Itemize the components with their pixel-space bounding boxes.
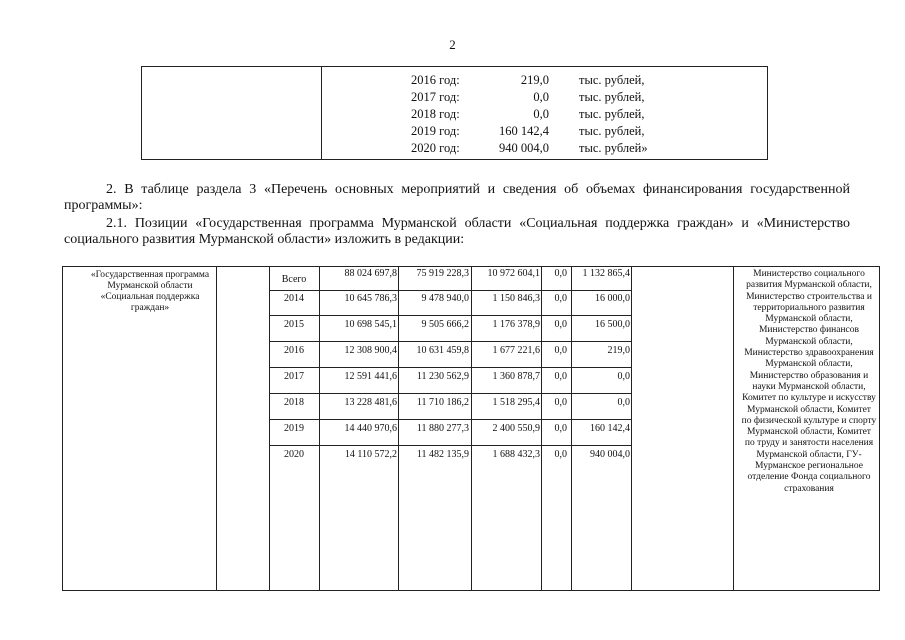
extra-budget-cell: 0,0	[617, 371, 630, 382]
regional-budget-cell: 75 919 228,3	[416, 268, 469, 279]
funding-amount: 219,0	[520, 73, 549, 87]
funding-unit: тыс. рублей,	[579, 107, 645, 121]
extra-budget-cell: 0,0	[617, 397, 630, 408]
table-row-divider	[269, 445, 631, 446]
municipal-budget-cell: 0,0	[554, 397, 567, 408]
funding-continuation-table	[141, 66, 768, 160]
funding-unit: тыс. рублей»	[579, 141, 648, 155]
municipal-budget-cell: 0,0	[554, 345, 567, 356]
funding-row	[142, 140, 767, 157]
extra-budget-cell: 160 142,4	[590, 423, 630, 434]
regional-budget-cell: 9 505 666,2	[421, 319, 469, 330]
amendment-paragraph: 2. В таблице раздела 3 «Перечень основных мероприятий и сведения об объемах финансирования государственной программы»:	[64, 182, 850, 213]
page-number: 2	[449, 37, 456, 52]
federal-budget-cell: 1 176 378,9	[492, 319, 540, 330]
funding-year: 2017 год:	[411, 90, 460, 104]
extra-budget-cell: 16 500,0	[595, 319, 630, 330]
year-cell: 2020	[284, 449, 304, 460]
total-cell: 12 308 900,4	[344, 345, 397, 356]
municipal-budget-cell: 0,0	[554, 319, 567, 330]
federal-budget-cell: 1 518 295,4	[492, 397, 540, 408]
funding-year: 2019 год:	[411, 124, 460, 138]
table-column-divider	[733, 267, 734, 590]
funding-unit: тыс. рублей,	[579, 124, 645, 138]
municipal-budget-cell: 0,0	[554, 293, 567, 304]
regional-budget-cell: 11 710 186,2	[416, 397, 469, 408]
table-row-divider	[269, 367, 631, 368]
federal-budget-cell: 10 972 604,1	[487, 268, 540, 279]
regional-budget-cell: 11 230 562,9	[416, 371, 469, 382]
year-cell: 2019	[284, 423, 304, 434]
table-row-divider	[269, 393, 631, 394]
funding-amount: 160 142,4	[499, 124, 549, 138]
year-cell: 2015	[284, 319, 304, 330]
extra-budget-cell: 16 000,0	[595, 293, 630, 304]
total-cell: 12 591 441,6	[344, 371, 397, 382]
year-cell: 2017	[284, 371, 304, 382]
year-cell: 2014	[284, 293, 304, 304]
year-cell: Всего	[281, 274, 307, 285]
table-row-divider	[269, 419, 631, 420]
federal-budget-cell: 1 150 846,3	[492, 293, 540, 304]
total-cell: 13 228 481,6	[344, 397, 397, 408]
funding-unit: тыс. рублей,	[579, 90, 645, 104]
year-cell: 2016	[284, 345, 304, 356]
funding-amount: 940 004,0	[499, 141, 549, 155]
funding-unit: тыс. рублей,	[579, 73, 645, 87]
funding-year: 2016 год:	[411, 73, 460, 87]
municipal-budget-cell: 0,0	[554, 423, 567, 434]
funding-year: 2018 год:	[411, 107, 460, 121]
regional-budget-cell: 11 880 277,3	[416, 423, 469, 434]
regional-budget-cell: 10 631 459,8	[416, 345, 469, 356]
table-column-divider	[631, 267, 632, 590]
federal-budget-cell: 1 677 221,6	[492, 345, 540, 356]
extra-budget-cell: 940 004,0	[590, 449, 630, 460]
funding-row	[142, 123, 767, 140]
regional-budget-cell: 9 478 940,0	[421, 293, 469, 304]
total-cell: 10 698 545,1	[344, 319, 397, 330]
municipal-budget-cell: 0,0	[554, 371, 567, 382]
amendment-paragraph: 2.1. Позиции «Государственная программа Мурманской области «Социальная поддержка граждан» и «Министерство социального развития Мурманской области» изложить в редакции:	[64, 216, 850, 247]
total-cell: 88 024 697,8	[344, 268, 397, 279]
extra-budget-cell: 219,0	[607, 345, 630, 356]
funding-row	[142, 89, 767, 106]
funding-year: 2020 год:	[411, 141, 460, 155]
table-row-divider	[269, 341, 631, 342]
federal-budget-cell: 2 400 550,9	[492, 423, 540, 434]
total-cell: 10 645 786,3	[344, 293, 397, 304]
extra-budget-cell: 1 132 865,4	[582, 268, 630, 279]
total-cell: 14 110 572,2	[344, 449, 397, 460]
executors-cell: Министерство социального развития Мурманской области, Министерство строительства и территориального развития Мурманской области, Министерство финансов Мурманской области, Министерство здравоохранения Мурманской области, Министерство образования и науки Мурманской области, Комитет по культуре и искусству Мурманской области, Комитет по физической культуре и спорту Мурманской области, Комитет по труду и занятости населения Мурманской области, ГУ-Мурманское региональное отделение Фонда социального страхования	[741, 269, 877, 494]
program-name-cell: «Государственная программа Мурманской области «Социальная поддержка граждан»	[90, 270, 210, 313]
municipal-budget-cell: 0,0	[554, 268, 567, 279]
regional-budget-cell: 11 482 135,9	[416, 449, 469, 460]
funding-row	[142, 106, 767, 123]
federal-budget-cell: 1 360 878,7	[492, 371, 540, 382]
municipal-budget-cell: 0,0	[554, 449, 567, 460]
federal-budget-cell: 1 688 432,3	[492, 449, 540, 460]
funding-amount: 0,0	[533, 90, 549, 104]
table-column-divider	[216, 267, 217, 590]
table-row-divider	[269, 290, 631, 291]
program-funding-table	[62, 266, 880, 591]
funding-amount: 0,0	[533, 107, 549, 121]
table-row-divider	[269, 315, 631, 316]
funding-row	[142, 72, 767, 89]
year-cell: 2018	[284, 397, 304, 408]
total-cell: 14 440 970,6	[344, 423, 397, 434]
